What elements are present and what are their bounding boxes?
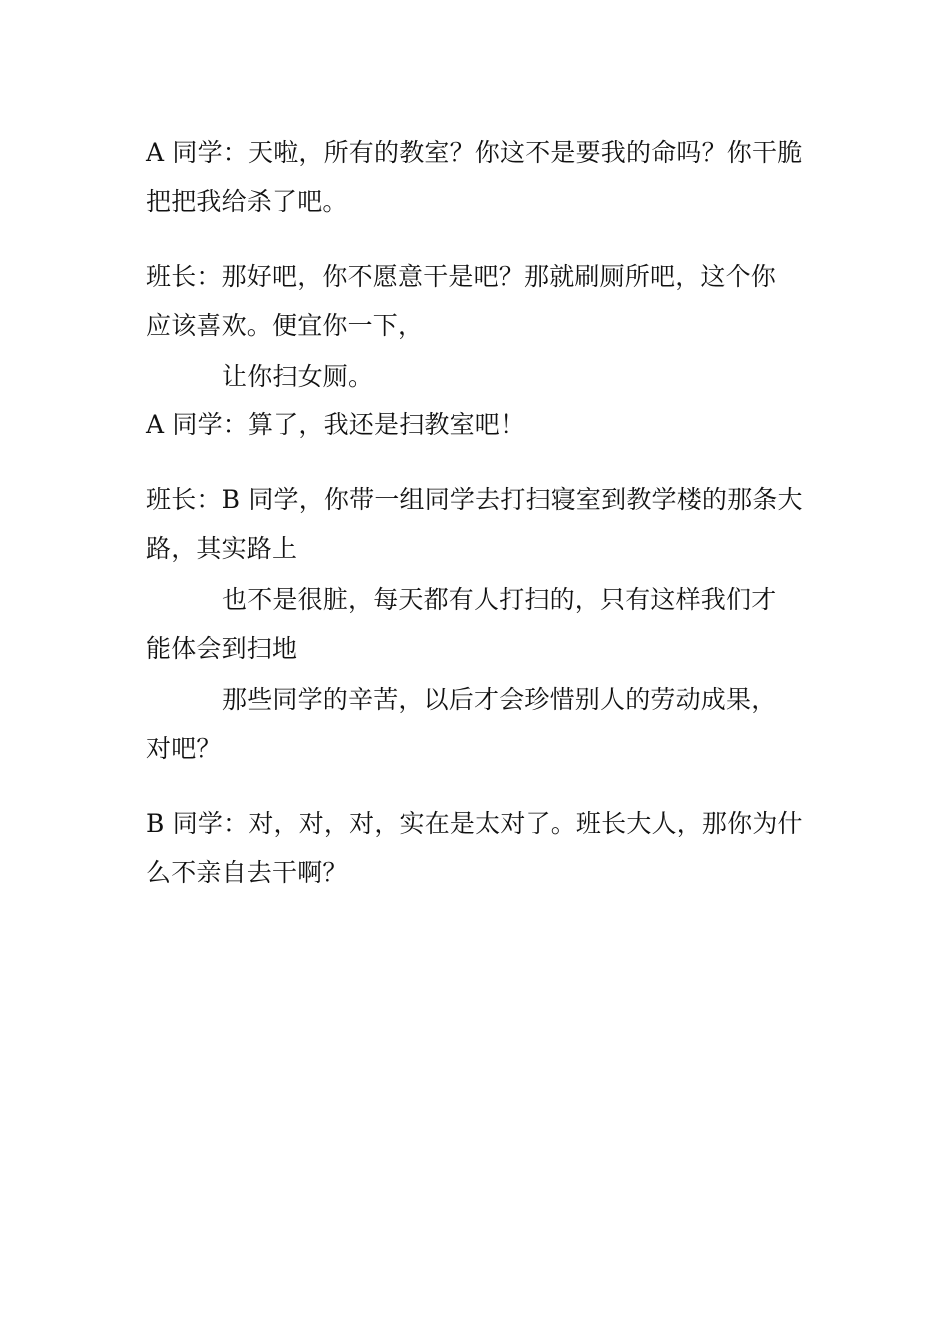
dialogue-line: 班长：那好吧，你不愿意干是吧？那就刷厕所吧，这个你 xyxy=(146,262,777,291)
dialogue-line: 应该喜欢。便宜你一下， xyxy=(146,311,424,340)
dialogue-line: 班长：B 同学，你带一组同学去打扫寝室到教学楼的那条大 xyxy=(146,485,803,514)
dialogue-line: 么不亲自去干啊？ xyxy=(146,858,348,887)
dialogue-line: A 同学：天啦，所有的教室？你这不是要我的命吗？你干脆 xyxy=(146,138,803,167)
dialogue-line: 让你扫女厕。 xyxy=(222,362,374,391)
dialogue-line: 对吧？ xyxy=(146,734,222,763)
dialogue-line: B 同学：对，对，对，实在是太对了。班长大人，那你为什 xyxy=(146,809,803,838)
dialogue-line: 也不是很脏，每天都有人打扫的，只有这样我们才 xyxy=(222,585,777,614)
dialogue-line: A 同学：算了，我还是扫教室吧！ xyxy=(146,410,526,439)
dialogue-line: 能体会到扫地 xyxy=(146,634,298,663)
dialogue-line: 把把我给杀了吧。 xyxy=(146,187,348,216)
dialogue-line: 那些同学的辛苦，以后才会珍惜别人的劳动成果， xyxy=(222,685,777,714)
dialogue-line: 路，其实路上 xyxy=(146,534,298,563)
